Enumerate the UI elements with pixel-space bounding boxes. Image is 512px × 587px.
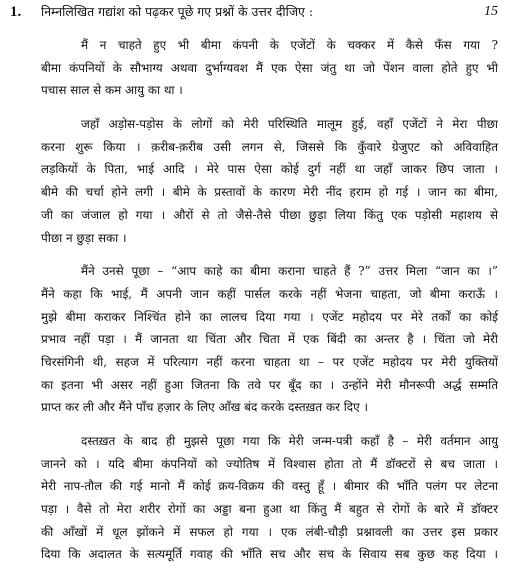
- paragraph-line: का इतना भी असर नहीं हुआ जितना कि तवे पर बूँद का । उन्होंने मेरी मौनरूपी अर्द्ध सम्मति: [41, 377, 498, 392]
- paragraph-line: जानने को । यदि बीमा कंपनियों को ज्योतिष में विश्वास होता तो मैं डॉक्टरों से बच जाता ।: [41, 456, 498, 471]
- passage-paragraph-4: [41, 430, 498, 566]
- paragraph-line: प्रभाव नहीं पड़ा । मैं जानता था चिंता और चिता में एक बिंदी का अन्तर है । चिंता जो मेरी: [41, 332, 498, 347]
- paragraph-line: बीमा कंपनियों के सौभाग्य अथवा दुर्भाग्यवश मैं एक ऐसा जंतु था जो पेंशन वाला होते हुए भी: [41, 60, 498, 75]
- paragraph-line: चिरसंगिनी थी, सहज में परित्याग नहीं करना चाहता था – पर एजेंट महोदय पर मेरी युक्तियों: [41, 354, 498, 369]
- paragraph-line: पीछा न छुड़ा सका ।: [41, 230, 127, 245]
- paragraph-line: मैंने कहा कि भाई, मैं अपनी जान कहीं पार्सल करके नहीं भेजना चाहता, जो बीमा कराऊँ ।: [41, 286, 498, 301]
- paragraph-line: प्राप्त कर ली और मैंने पाँच हज़ार के लिए आँख बंद करके दस्तख़त कर दिए ।: [41, 400, 368, 415]
- paragraph-line: करना शुरू किया । क़रीब-क़रीब उसी लगन से, जिससे कि कुँवारे ग्रेजुएट को अविवाहित: [41, 139, 498, 154]
- paragraph-line: पड़ा । वैसे तो मेरा शरीर रोगों का अड्डा बना हुआ था किंतु मैं बहुत से रोगों के बारे में डॉक्टर: [41, 502, 498, 517]
- paragraph-line: मेरी नाप-तौल की गई मानो मैं कोई क्रय-विक्रय की वस्तु हूँ । बीमार की भाँति पलंग पर लेटना: [41, 479, 498, 494]
- paragraph-line: की आँखों में धूल झोंकने में सफल हो गया । एक लंबी-चौड़ी प्रश्नावली का उत्तर इस प्रकार: [41, 524, 498, 539]
- passage-paragraph-1: [41, 34, 498, 102]
- paragraph-line: जहाँ अड़ोस-पड़ोस के लोगों को मेरी परिस्थिति मालूम हुई, वहाँ एजेंटों ने मेरा पीछा: [81, 117, 498, 132]
- paragraph-line: मैंने उनसे पूछा – “आप काहे का बीमा कराना चाहते हैं ?” उत्तर मिला “जान का ।”: [81, 264, 498, 279]
- paragraph-line: लड़कियों के पिता, भाई आदि । मेरे पास ऐसा कोई दुर्ग नहीं था जहाँ जाकर छिप जाता ।: [41, 162, 498, 177]
- passage-paragraph-3: [41, 260, 498, 419]
- paragraph-line: पचास साल से कम आयु का था ।: [41, 83, 183, 98]
- paragraph-line: मैं न चाहते हुए भी बीमा कंपनी के एजेंटों के चक्कर में कैसे फँस गया ?: [81, 38, 498, 52]
- paragraph-line: दिया कि अदालत के सत्यमूर्ति गवाह की भाँति सच और सच के सिवाय सब कुछ कह दिया ।: [41, 547, 498, 562]
- paragraph-line: दस्तख़त के बाद ही मुझसे पूछा गया कि मेरी जन्म-पत्री कहाँ है – मेरी वर्तमान आयु: [81, 434, 498, 448]
- passage-paragraph-2: [41, 113, 498, 249]
- question-number: 1.: [10, 4, 22, 20]
- paragraph-line: मुझे बीमा कराकर निश्चिंत होने का लालच दिया गया । एजेंट महोदय पर मेरे तर्कों का कोई: [41, 309, 498, 324]
- passage: [41, 34, 498, 577]
- question-instruction: निम्नलिखित गद्यांश को पढ़कर पूछे गए प्रश्नों के उत्तर दीजिए :: [41, 4, 314, 19]
- paragraph-line: बीमे की चर्चा होने लगी । बीमे के प्रस्तावों के कारण मेरी नींद हराम हो गई । जान का बीमा,: [41, 185, 498, 200]
- question-marks: 15: [484, 4, 498, 19]
- paragraph-line: जी का जंजाल हो गया । औरों से तो जैसे-तैसे पीछा छुड़ा लिया किंतु एक पड़ोसी महाशय से: [41, 207, 498, 222]
